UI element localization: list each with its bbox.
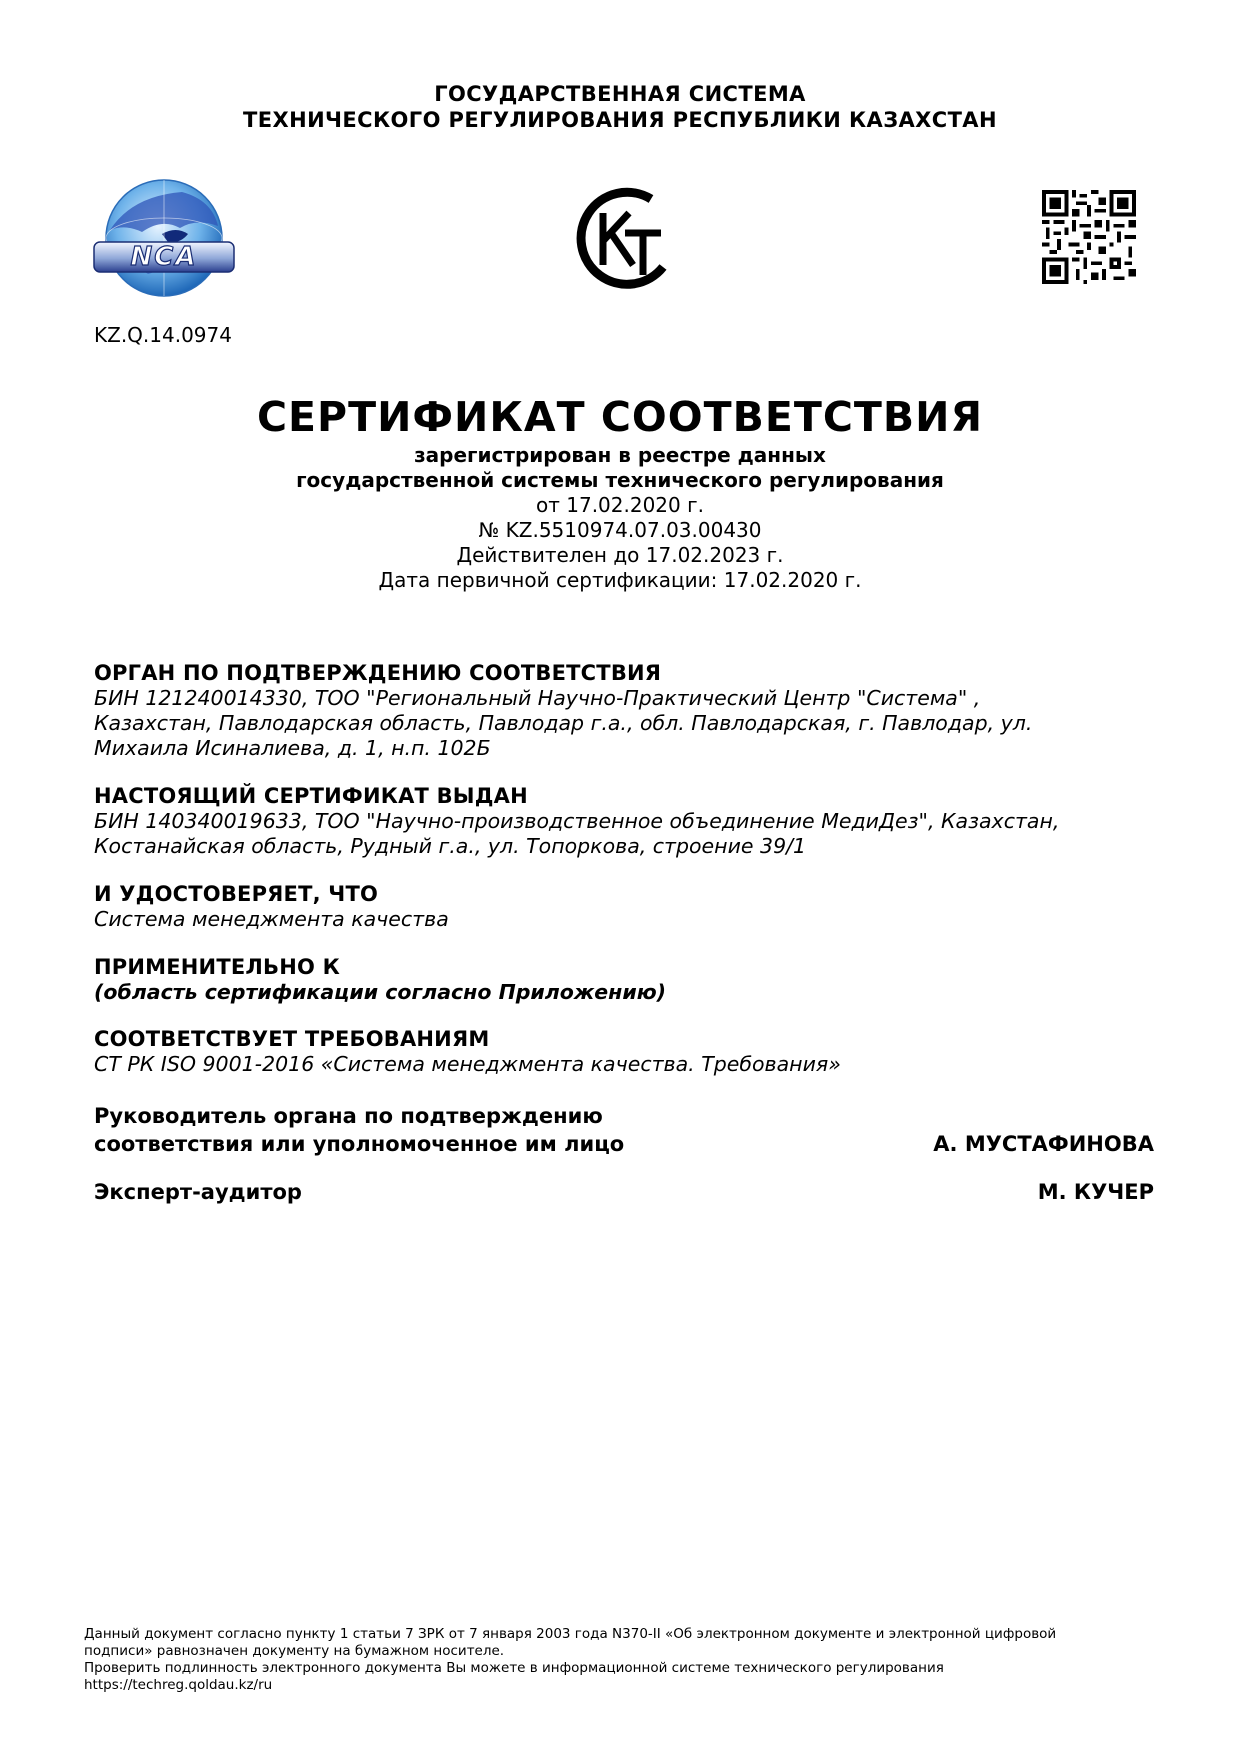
head-signatory-name: А. МУСТАФИНОВА (933, 1132, 1154, 1156)
issued-to-section (94, 784, 1154, 859)
footer-note (84, 1626, 1164, 1694)
issued-to-line-1: БИН 140340019633, ТОО "Научно-производственное объединение МедиДез", Казахстан, (94, 809, 1060, 833)
requirements-label: СООТВЕТСТВУЕТ ТРЕБОВАНИЯМ (94, 1027, 490, 1051)
expert-auditor-name: М. КУЧЕР (1037, 1180, 1154, 1204)
requirements-value: СТ РК ISO 9001-2016 «Система менеджмента качества. Требования» (94, 1052, 841, 1076)
header-line-2: ТЕХНИЧЕСКОГО РЕГУЛИРОВАНИЯ РЕСПУБЛИКИ КАЗАХСТАН (243, 108, 997, 132)
certifies-value: Система менеджмента качества (94, 907, 449, 931)
initial-certification-date: Дата первичной сертификации: 17.02.2020 г. (378, 568, 862, 592)
organ-line-1: БИН 121240014330, ТОО "Региональный Научно-Практический Центр "Система" , (94, 686, 981, 710)
kz-conformity-mark-icon (567, 183, 679, 295)
applicable-section (94, 955, 1154, 1005)
expert-auditor-label: Эксперт-аудитор (94, 1180, 302, 1204)
valid-until: Действителен до 17.02.2023 г. (456, 543, 784, 567)
footer-line-3: Проверить подлинность электронного документа Вы можете в информационной системе технического регулирования (84, 1660, 944, 1676)
applicable-value: (область сертификации согласно Приложению) (94, 980, 666, 1004)
qr-code-icon (1042, 190, 1136, 284)
organ-label: ОРГАН ПО ПОДТВЕРЖДЕНИЮ СООТВЕТСТВИЯ (94, 661, 662, 685)
certifies-label: И УДОСТОВЕРЯЕТ, ЧТО (94, 882, 379, 906)
requirements-section (94, 1027, 1154, 1077)
certificate-number: № KZ.5510974.07.03.00430 (478, 518, 762, 542)
header-line-1: ГОСУДАРСТВЕННАЯ СИСТЕМА (434, 82, 806, 106)
footer-line-1: Данный документ согласно пункту 1 статьи 7 ЗРК от 7 января 2003 года N370-II «Об электронном документе и электронной цифровой (84, 1626, 1057, 1642)
nca-globe-logo-icon (92, 178, 238, 302)
head-signatory-line-2: соответствия или уполномоченное им лицо (94, 1132, 625, 1156)
footer-line-2: подписи» равнозначен документу на бумажном носителе. (84, 1643, 505, 1659)
organ-line-2: Казахстан, Павлодарская область, Павлодар г.а., обл. Павлодарская, г. Павлодар, ул. (94, 711, 1033, 735)
registration-code: KZ.Q.14.0974 (94, 323, 232, 347)
organ-section (94, 661, 1154, 761)
footer-link[interactable]: https://techreg.qoldau.kz/ru (84, 1677, 273, 1693)
nca-logo-text: NCA (130, 242, 198, 272)
head-signatory-line-1: Руководитель органа по подтверждению (94, 1104, 603, 1128)
certifies-section (94, 882, 1154, 932)
issued-to-line-2: Костанайская область, Рудный г.а., ул. Топоркова, строение 39/1 (94, 834, 807, 858)
applicable-label: ПРИМЕНИТЕЛЬНО К (94, 955, 340, 979)
registered-line-2: государственной системы технического регулирования (296, 468, 944, 492)
certificate-title: СЕРТИФИКАТ СООТВЕТСТВИЯ (256, 393, 984, 441)
registered-line-1: зарегистрирован в реестре данных (414, 443, 826, 467)
organ-line-3: Михаила Исиналиева, д. 1, н.п. 102Б (94, 736, 491, 760)
date-from: от 17.02.2020 г. (536, 493, 704, 517)
issued-to-label: НАСТОЯЩИЙ СЕРТИФИКАТ ВЫДАН (94, 784, 528, 808)
